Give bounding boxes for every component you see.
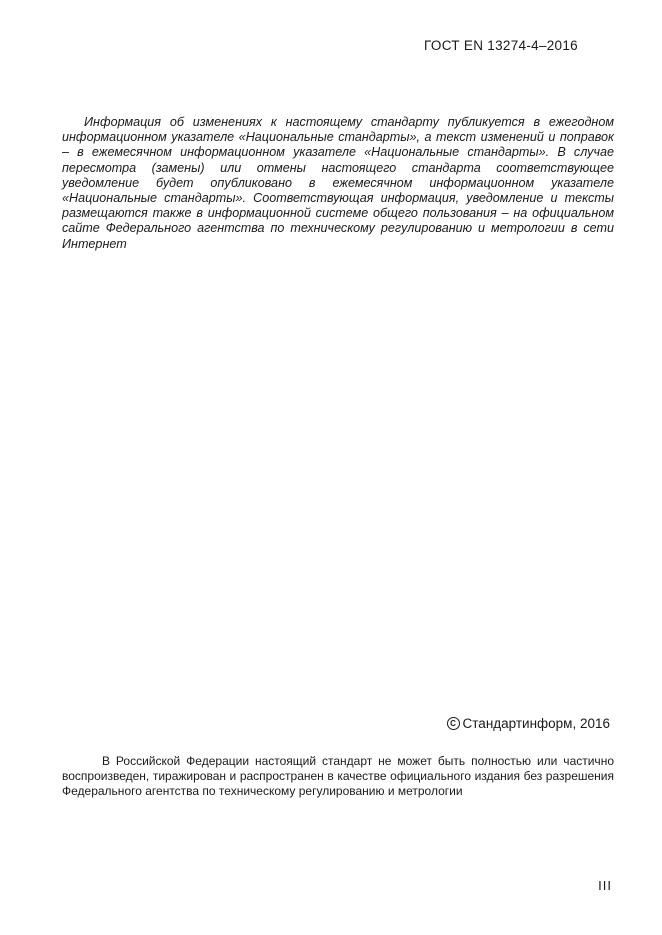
page-number: III (598, 878, 612, 893)
standard-code-header: ГОСТ EN 13274-4–2016 (424, 38, 578, 53)
amendments-info-paragraph: Информация об изменениях к настоящему стандарту публикуется в ежегодном информационном указателе «Национальные стандарты», а текст изменений и поправок – в ежемесячном информационном указателе «Национальные стандарты». В случае пересмотра (замены) или отмены настоящего стандарта соответствующее уведомление будет опубликовано в ежемесячном информационном указателе «Национальные стандарты». Соответствующая информация, уведомление и тексты размещаются также в информационной системе общего пользования – на официальном сайте Федерального агентства по техническому регулированию и метрологии в сети Интернет (62, 115, 614, 251)
reproduction-notice-paragraph: В Российской Федерации настоящий стандарт не может быть полностью или частично воспроизведен, тиражирован и распространен в качестве официального издания без разрешения Федерального агентства по техническому регулированию и метрологии (62, 754, 614, 799)
copyright-icon: C (447, 717, 460, 730)
copyright-line (447, 716, 610, 731)
copyright-text: Стандартинформ, 2016 (462, 716, 610, 731)
